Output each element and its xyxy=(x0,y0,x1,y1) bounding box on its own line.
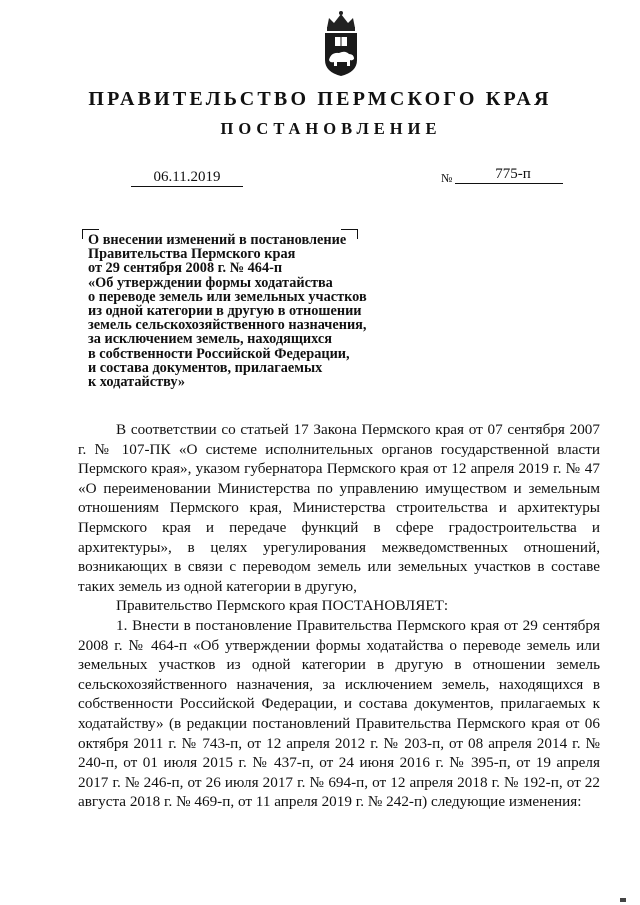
document-number: 775-п xyxy=(455,166,563,184)
document-date: 06.11.2019 xyxy=(131,169,243,187)
organization-title: ПРАВИТЕЛЬСТВО ПЕРМСКОГО КРАЯ xyxy=(88,88,552,110)
document-type: ПОСТАНОВЛЕНИЕ xyxy=(220,119,442,138)
subject-line: Правительства Пермского края xyxy=(88,246,296,263)
document-body xyxy=(78,420,600,812)
number-sign: № xyxy=(441,171,453,185)
document-subject xyxy=(88,233,408,389)
subject-line: земель сельскохозяйственного назначения, xyxy=(88,317,367,334)
subject-line: от 29 сентября 2008 г. № 464-п xyxy=(88,260,283,277)
clause-1-paragraph: 1. Внести в постановление Правительства Пермского края от 29 сентября 2008 г. № 464-п «Об утверждении формы ходатайства о переводе земель или земельных участков из одной категории в другую в отношении земель сельскохозяйственного назначения, за исключением земель, находящихся в собственности Российской Федерации, и состава документов, прилагаемых к ходатайству» (в редакции постановлений Правительства Пермского края от 06 октября 2011 г. № 743-п, от 12 апреля 2012 г. № 203-п, от 08 апреля 2014 г. № 240-п, от 01 июля 2015 г. № 437-п, от 24 июня 2016 г. № 395-п, от 19 апреля 2017 г. № 246-п, от 26 июля 2017 г. № 694-п, от 12 апреля 2018 г. № 192-п, от 22 августа 2018 г. № 469-п, от 11 апреля 2019 г. № 242-п) следующие изменения: xyxy=(78,616,600,811)
subject-line: в собственности Российской Федерации, xyxy=(88,345,350,362)
resolution-paragraph: Правительство Пермского края ПОСТАНОВЛЯЕТ: xyxy=(116,597,449,615)
subject-line: и состава документов, прилагаемых xyxy=(88,359,323,376)
coat-of-arms-icon xyxy=(319,10,363,78)
subject-line: к ходатайству» xyxy=(88,374,185,391)
subject-line: из одной категории в другую в отношении xyxy=(88,303,362,320)
subject-line: за исключением земель, находящихся xyxy=(88,331,332,348)
preamble-paragraph: В соответствии со статьей 17 Закона Пермского края от 07 сентября 2007 г. № 107-ПК «О системе исполнительных органов государственной власти Пермского края», указом губернатора Пермского края от 12 апреля 2019 г. № 47 «О переименовании Министерства по управлению имуществом и земельным отношениям Пермского края, Министерства строительства и архитектуры Пермского края и передаче функций в сфере градостроительства и архитектуры», в целях урегулирования межведомственных отношений, возникающих в связи с переводом земель или земельных участков в составе таких земель из одной категории в другую, xyxy=(78,421,600,595)
subject-line: о переводе земель или земельных участков xyxy=(88,288,367,305)
subject-line: О внесении изменений в постановление xyxy=(88,232,347,248)
subject-line: «Об утверждении формы ходатайства xyxy=(88,274,333,291)
scan-mark xyxy=(620,898,626,902)
